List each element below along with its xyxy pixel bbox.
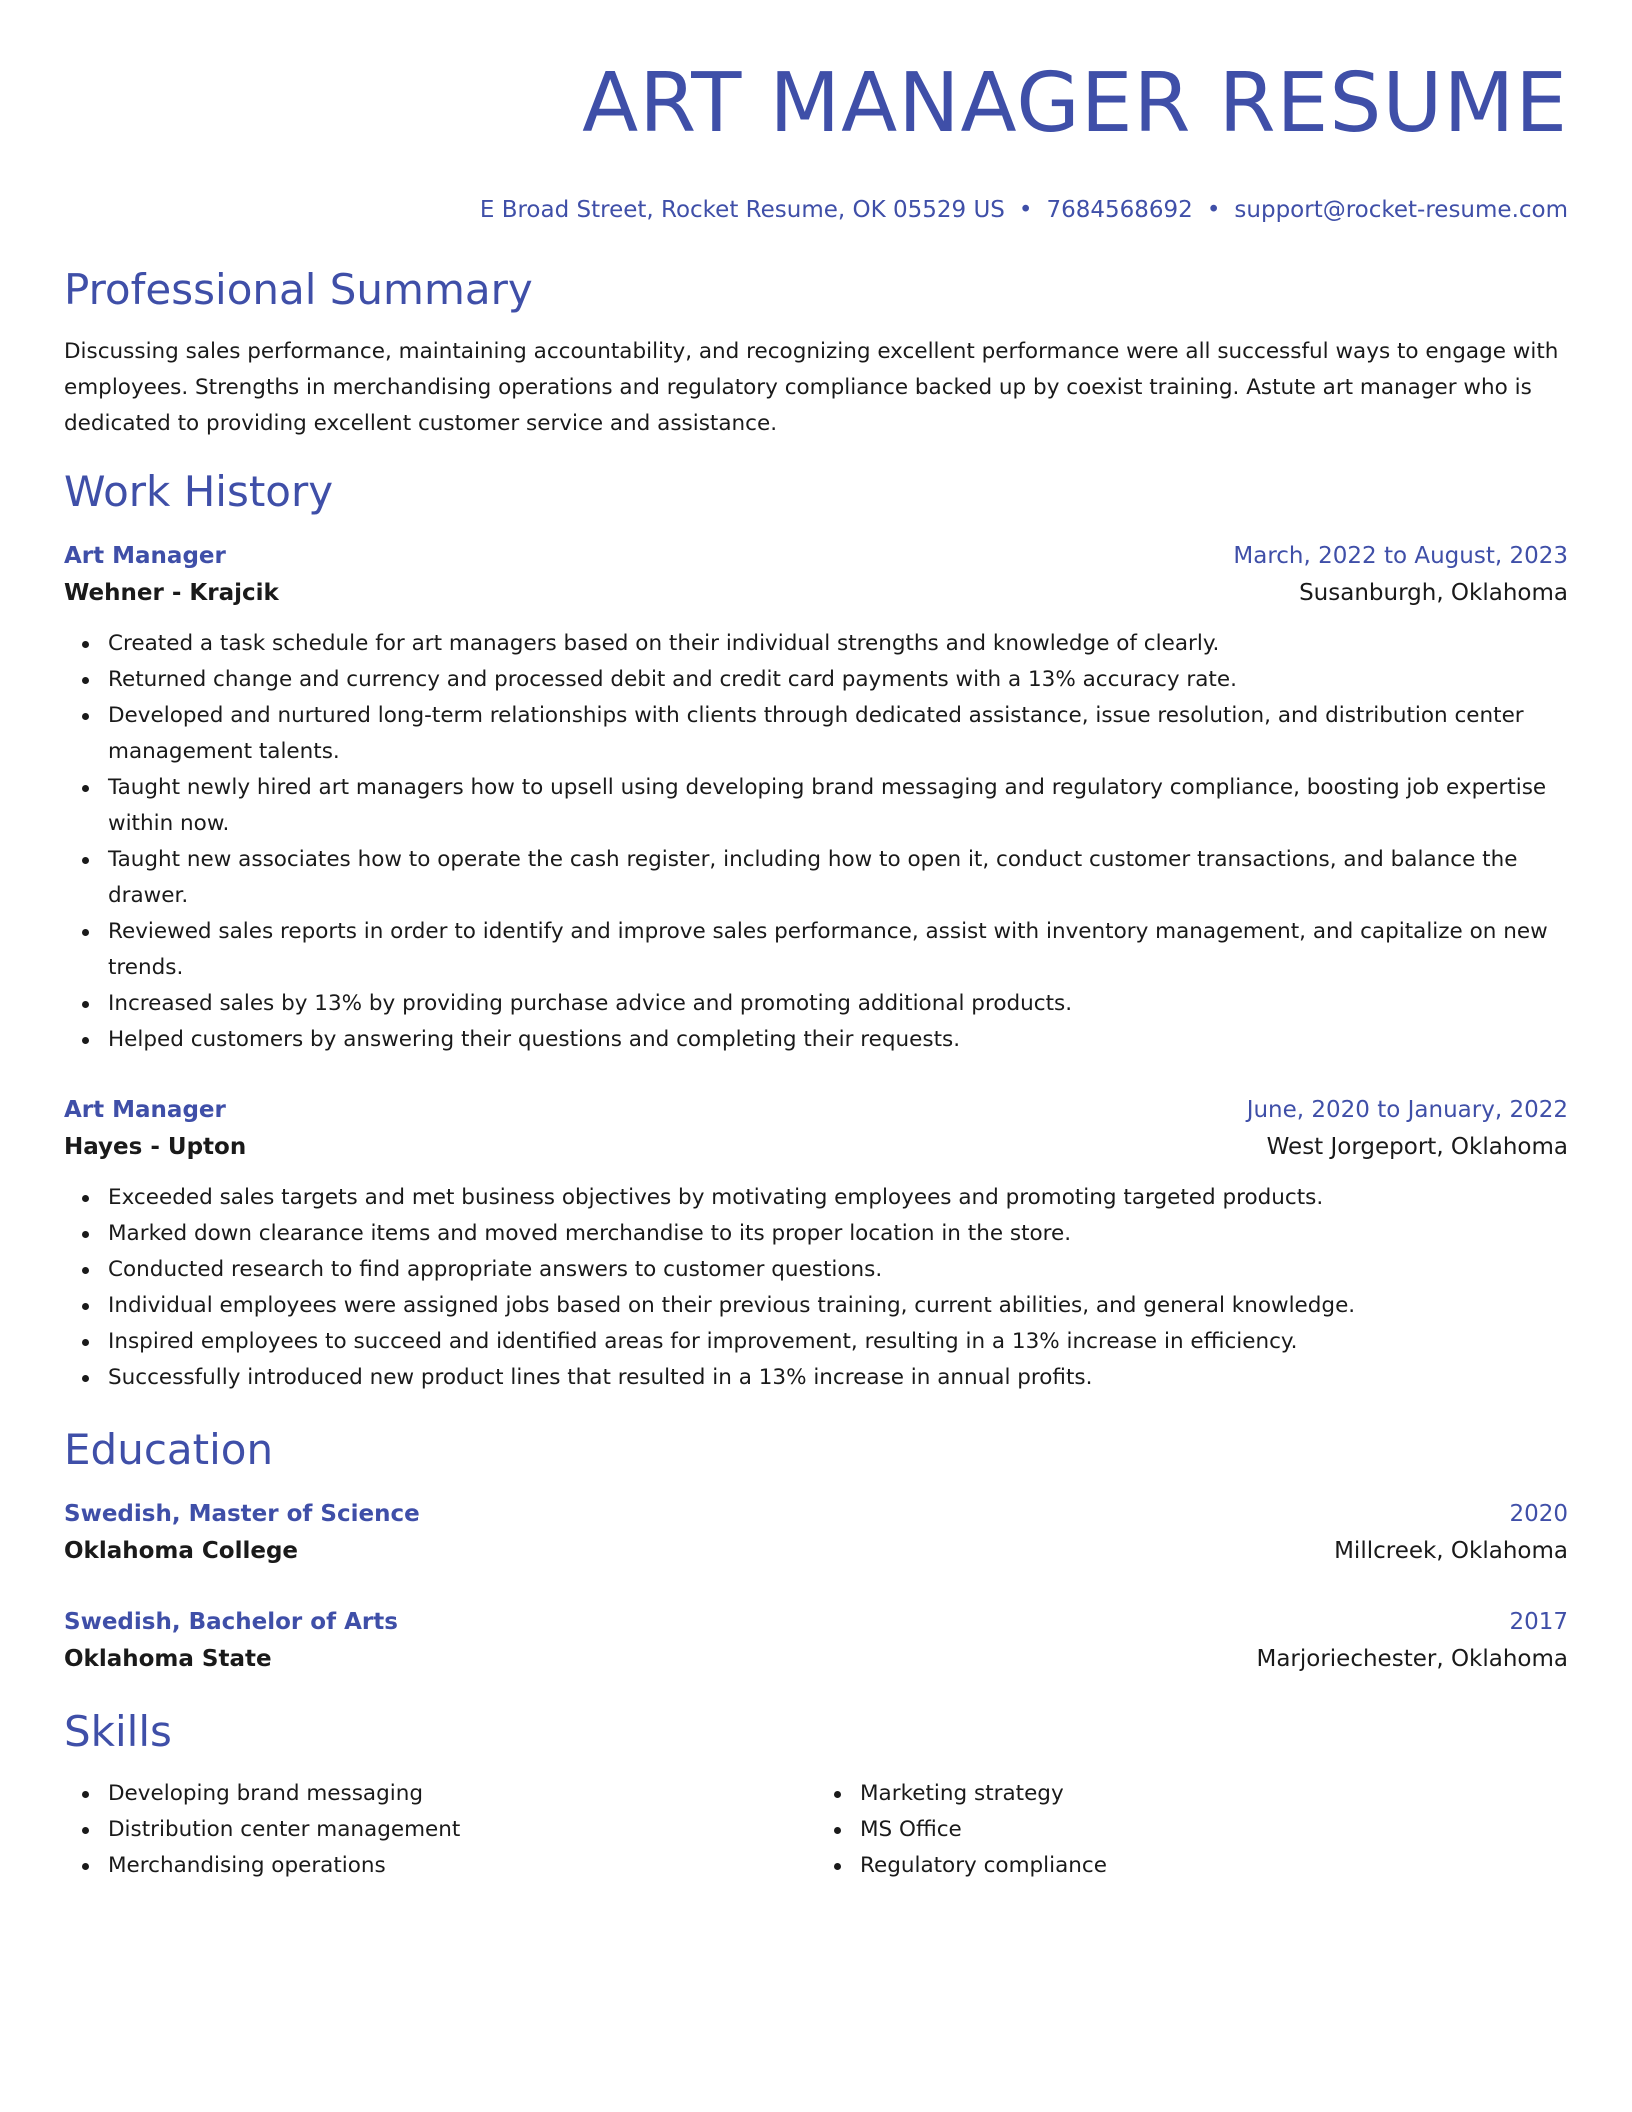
- resume-title: ART MANAGER RESUME: [582, 56, 1568, 151]
- education-school-row: [64, 1640, 1568, 1678]
- education-year: 2020: [1509, 1501, 1568, 1527]
- skills-section: [64, 1706, 1568, 1884]
- job-bullet: Taught new associates how to operate the cash register, including how to open it, conduct customer transactions, and balance the drawer.: [108, 842, 1568, 914]
- summary-section: [64, 264, 1568, 442]
- job-dates: June, 2020 to January, 2022: [1246, 1097, 1568, 1123]
- job-header-row: [64, 1092, 1568, 1128]
- contact-separator: •: [1018, 197, 1033, 223]
- job-bullet: Increased sales by 13% by providing purchase advice and promoting additional products.: [108, 986, 1568, 1022]
- job-location: West Jorgeport, Oklahoma: [1266, 1134, 1568, 1160]
- skills-grid: [64, 1776, 1568, 1884]
- job-bullet: Taught newly hired art managers how to upsell using developing brand messaging and regulatory compliance, boosting job expertise within now.: [108, 770, 1568, 842]
- education-heading: Education: [64, 1425, 274, 1474]
- education-degree: Swedish, Master of Science: [64, 1501, 420, 1527]
- education-degree: Swedish, Bachelor of Arts: [64, 1609, 398, 1635]
- education-school: Oklahoma State: [64, 1646, 272, 1672]
- job-role: Art Manager: [64, 543, 226, 569]
- work-history-heading: Work History: [64, 467, 334, 516]
- job-location: Susanburgh, Oklahoma: [1299, 580, 1568, 606]
- job-bullet: Individual employees were assigned jobs based on their previous training, current abilities, and general knowledge.: [108, 1288, 1568, 1324]
- job-header-row: [64, 538, 1568, 574]
- contact-phone: 7684568692: [1046, 197, 1193, 223]
- education-header-row: [64, 1604, 1568, 1640]
- job-dates: March, 2022 to August, 2023: [1233, 543, 1568, 569]
- job-bullet: Returned change and currency and processed debit and credit card payments with a 13% accuracy rate.: [108, 662, 1568, 698]
- job-bullet: Exceeded sales targets and met business objectives by motivating employees and promoting targeted products.: [108, 1180, 1568, 1216]
- skill-item: MS Office: [860, 1812, 1568, 1848]
- contact-line: [64, 194, 1568, 226]
- job-bullet-list: [64, 626, 1568, 1058]
- job-bullet: Helped customers by answering their questions and completing their requests.: [108, 1022, 1568, 1058]
- job-entry: [64, 538, 1568, 1058]
- job-company: Hayes - Upton: [64, 1134, 247, 1160]
- summary-text: Discussing sales performance, maintaining accountability, and recognizing excellent performance were all successful ways to engage with employees. Strengths in merchandising operations and regulatory compliance backed up by coexist training. Astute art manager who is dedicated to providing excellent customer service and assistance.: [64, 339, 1559, 436]
- education-school: Oklahoma College: [64, 1538, 299, 1564]
- skill-item: Merchandising operations: [108, 1848, 816, 1884]
- skills-list: [816, 1776, 1568, 1884]
- job-bullet-list: [64, 1180, 1568, 1396]
- job-bullet: Marked down clearance items and moved merchandise to its proper location in the store.: [108, 1216, 1568, 1252]
- education-entry: [64, 1604, 1568, 1678]
- job-bullet: Developed and nurtured long-term relationships with clients through dedicated assistance, issue resolution, and distribution center management talents.: [108, 698, 1568, 770]
- education-school-row: [64, 1532, 1568, 1570]
- skill-item: Marketing strategy: [860, 1776, 1568, 1812]
- skill-item: Regulatory compliance: [860, 1848, 1568, 1884]
- job-bullet: Created a task schedule for art managers based on their individual strengths and knowledge of clearly.: [108, 626, 1568, 662]
- work-history-section: [64, 466, 1568, 1396]
- summary-heading: Professional Summary: [64, 265, 533, 314]
- contact-address: E Broad Street, Rocket Resume, OK 05529 US: [479, 197, 1005, 223]
- skill-item: Developing brand messaging: [108, 1776, 816, 1812]
- job-bullet: Successfully introduced new product lines that resulted in a 13% increase in annual profits.: [108, 1360, 1568, 1396]
- education-location: Millcreek, Oklahoma: [1334, 1538, 1568, 1564]
- skills-list: [64, 1776, 816, 1884]
- education-section: [64, 1424, 1568, 1678]
- job-role: Art Manager: [64, 1097, 226, 1123]
- job-bullet: Conducted research to find appropriate answers to customer questions.: [108, 1252, 1568, 1288]
- skills-column-right: [816, 1776, 1568, 1884]
- job-bullet: Reviewed sales reports in order to identify and improve sales performance, assist with inventory management, and capitalize on new trends.: [108, 914, 1568, 986]
- contact-separator: •: [1206, 197, 1221, 223]
- contact-email: support@rocket-resume.com: [1234, 197, 1568, 223]
- job-bullet: Inspired employees to succeed and identified areas for improvement, resulting in a 13% increase in efficiency.: [108, 1324, 1568, 1360]
- education-year: 2017: [1509, 1609, 1568, 1635]
- job-entry: [64, 1092, 1568, 1396]
- job-company-row: [64, 574, 1568, 612]
- education-entry: [64, 1496, 1568, 1570]
- education-header-row: [64, 1496, 1568, 1532]
- job-company: Wehner - Krajcik: [64, 580, 279, 606]
- skill-item: Distribution center management: [108, 1812, 816, 1848]
- skills-heading: Skills: [64, 1707, 172, 1756]
- skills-column-left: [64, 1776, 816, 1884]
- job-company-row: [64, 1128, 1568, 1166]
- education-location: Marjoriechester, Oklahoma: [1256, 1646, 1568, 1672]
- resume-header: [64, 56, 1568, 226]
